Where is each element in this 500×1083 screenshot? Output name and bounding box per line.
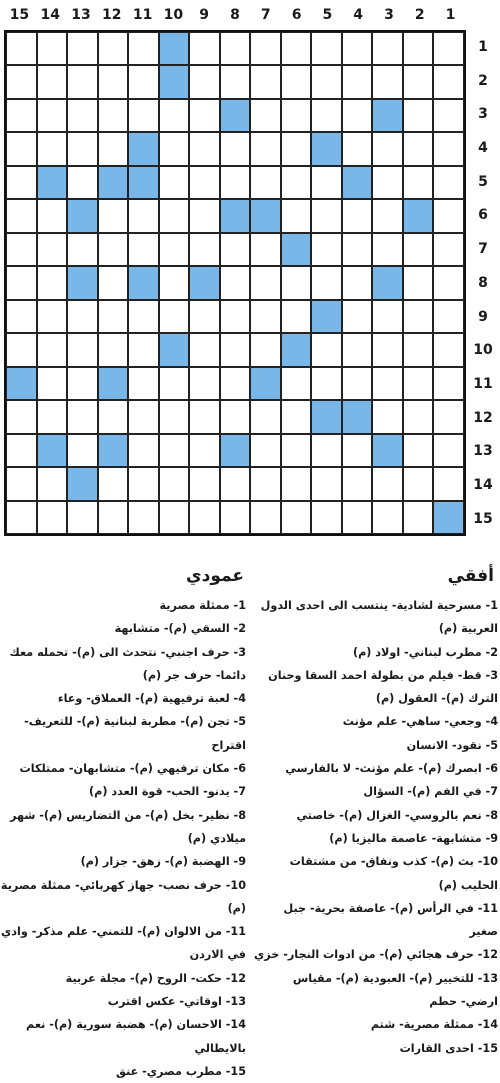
letter-cell[interactable] (6, 333, 37, 366)
letter-cell[interactable] (189, 132, 220, 165)
letter-cell[interactable] (342, 32, 373, 65)
letter-cell[interactable] (372, 467, 403, 500)
letter-cell[interactable] (37, 400, 68, 433)
letter-cell[interactable] (189, 166, 220, 199)
letter-cell[interactable] (128, 32, 159, 65)
column-number: 14 (40, 7, 60, 23)
down-clues (0, 562, 246, 1083)
letter-cell[interactable] (311, 233, 342, 266)
letter-cell[interactable] (433, 233, 464, 266)
letter-cell[interactable] (281, 132, 312, 165)
letter-cell[interactable] (403, 333, 434, 366)
letter-cell[interactable] (342, 467, 373, 500)
letter-cell[interactable] (220, 65, 251, 98)
letter-cell[interactable] (342, 333, 373, 366)
letter-cell[interactable] (6, 233, 37, 266)
letter-cell[interactable] (281, 32, 312, 65)
letter-cell[interactable] (6, 166, 37, 199)
letter-cell[interactable] (159, 501, 190, 534)
blocked-cell (433, 501, 464, 534)
letter-cell[interactable] (220, 300, 251, 333)
letter-cell[interactable] (250, 132, 281, 165)
blocked-cell (372, 266, 403, 299)
letter-cell[interactable] (128, 99, 159, 132)
letter-cell[interactable] (403, 99, 434, 132)
letter-cell[interactable] (37, 300, 68, 333)
letter-cell[interactable] (220, 400, 251, 433)
letter-cell[interactable] (189, 199, 220, 232)
letter-cell[interactable] (67, 333, 98, 366)
down-title: عمودي (186, 566, 244, 586)
letter-cell[interactable] (250, 32, 281, 65)
letter-cell[interactable] (311, 99, 342, 132)
letter-cell[interactable] (220, 501, 251, 534)
letter-cell[interactable] (67, 367, 98, 400)
row-number: 6 (478, 207, 488, 224)
letter-cell[interactable] (342, 434, 373, 467)
letter-cell[interactable] (67, 233, 98, 266)
letter-cell[interactable] (67, 132, 98, 165)
blocked-cell (159, 65, 190, 98)
row-number: 13 (473, 443, 493, 460)
blocked-cell (372, 434, 403, 467)
letter-cell[interactable] (342, 367, 373, 400)
letter-cell[interactable] (189, 400, 220, 433)
letter-cell[interactable] (6, 300, 37, 333)
letter-cell[interactable] (342, 300, 373, 333)
letter-cell[interactable] (281, 501, 312, 534)
blocked-cell (159, 32, 190, 65)
letter-cell[interactable] (281, 467, 312, 500)
letter-cell[interactable] (342, 266, 373, 299)
across-clue: 13- للتخيير (م)- العبودية (م)- مقياس ارضي- حطم (292, 971, 498, 1009)
blocked-cell (220, 199, 251, 232)
row-number: 7 (478, 241, 488, 258)
blocked-cell (281, 233, 312, 266)
letter-cell[interactable] (6, 467, 37, 500)
letter-cell[interactable] (98, 132, 129, 165)
letter-cell[interactable] (128, 400, 159, 433)
letter-cell[interactable] (342, 501, 373, 534)
letter-cell[interactable] (37, 32, 68, 65)
letter-cell[interactable] (37, 367, 68, 400)
row-number: 4 (478, 140, 488, 157)
letter-cell[interactable] (220, 233, 251, 266)
letter-cell[interactable] (6, 400, 37, 433)
across-clue-list (252, 594, 498, 1060)
letter-cell[interactable] (403, 166, 434, 199)
letter-cell[interactable] (342, 199, 373, 232)
letter-cell[interactable] (281, 266, 312, 299)
letter-cell[interactable] (189, 32, 220, 65)
down-clue: 1- ممثلة مصرية (159, 599, 246, 612)
letter-cell[interactable] (433, 266, 464, 299)
blocked-cell (372, 99, 403, 132)
letter-cell[interactable] (6, 99, 37, 132)
letter-cell[interactable] (250, 233, 281, 266)
across-clue: 5- نقود- الانسان (406, 738, 498, 752)
letter-cell[interactable] (128, 233, 159, 266)
across-clue: 14- ممثلة مصرية- شتم (370, 1018, 498, 1032)
column-number: 3 (384, 7, 394, 23)
blocked-cell (37, 434, 68, 467)
letter-cell[interactable] (220, 266, 251, 299)
letter-cell[interactable] (67, 166, 98, 199)
letter-cell[interactable] (220, 32, 251, 65)
letter-cell[interactable] (372, 300, 403, 333)
across-clue: 4- وجعي- ساهي- علم مؤنث (342, 715, 498, 729)
letter-cell[interactable] (342, 132, 373, 165)
row-number: 10 (473, 342, 493, 359)
across-clues (252, 562, 498, 1060)
letter-cell[interactable] (128, 333, 159, 366)
blocked-cell (220, 434, 251, 467)
letter-cell[interactable] (311, 501, 342, 534)
down-clue: 12- حكت- الروح (م)- مجلة عربية (65, 971, 246, 985)
letter-cell[interactable] (403, 266, 434, 299)
letter-cell[interactable] (67, 400, 98, 433)
letter-cell[interactable] (159, 233, 190, 266)
letter-cell[interactable] (311, 467, 342, 500)
blocked-cell (128, 166, 159, 199)
letter-cell[interactable] (159, 266, 190, 299)
across-clue: 10- بث (م)- كذب ونفاق- من مشتقات الحليب (م) (289, 855, 498, 892)
letter-cell[interactable] (159, 199, 190, 232)
blocked-cell (220, 99, 251, 132)
column-number: 7 (260, 7, 271, 23)
letter-cell[interactable] (189, 233, 220, 266)
across-title: أفقي (447, 566, 494, 586)
letter-cell[interactable] (403, 65, 434, 98)
letter-cell[interactable] (311, 166, 342, 199)
down-clue: 2- السقي (م)- متشابهة (114, 622, 246, 636)
column-number: 15 (9, 7, 30, 23)
down-clue: 5- تجن (م)- مطربة لبنانية (م)- للتعريف- اقتراح (24, 715, 246, 752)
letter-cell[interactable] (372, 333, 403, 366)
column-number: 2 (414, 7, 425, 23)
letter-cell[interactable] (37, 99, 68, 132)
letter-cell[interactable] (159, 467, 190, 500)
letter-cell[interactable] (433, 434, 464, 467)
letter-cell[interactable] (220, 467, 251, 500)
letter-cell[interactable] (342, 233, 373, 266)
letter-cell[interactable] (37, 132, 68, 165)
letter-cell[interactable] (372, 367, 403, 400)
crossword-grid (4, 30, 466, 536)
row-number: 11 (473, 376, 493, 393)
letter-cell[interactable] (281, 434, 312, 467)
letter-cell[interactable] (159, 166, 190, 199)
letter-cell[interactable] (189, 501, 220, 534)
column-number: 13 (71, 7, 91, 23)
blocked-cell (98, 166, 129, 199)
column-number: 1 (445, 7, 456, 23)
letter-cell[interactable] (159, 367, 190, 400)
letter-cell[interactable] (189, 300, 220, 333)
letter-cell[interactable] (311, 333, 342, 366)
letter-cell[interactable] (403, 501, 434, 534)
row-number: 2 (478, 72, 488, 89)
row-numbers (466, 30, 500, 536)
letter-cell[interactable] (433, 400, 464, 433)
blocked-cell (6, 367, 37, 400)
crossword-grid-container (4, 30, 466, 536)
letter-cell[interactable] (128, 501, 159, 534)
letter-cell[interactable] (403, 467, 434, 500)
down-clue-list (0, 594, 246, 1083)
letter-cell[interactable] (372, 400, 403, 433)
blocked-cell (311, 132, 342, 165)
blocked-cell (250, 199, 281, 232)
letter-cell[interactable] (372, 32, 403, 65)
letter-cell[interactable] (159, 400, 190, 433)
letter-cell[interactable] (159, 434, 190, 467)
letter-cell[interactable] (311, 266, 342, 299)
letter-cell[interactable] (250, 65, 281, 98)
letter-cell[interactable] (433, 65, 464, 98)
across-clue: 3- قط- فيلم من بطولة احمد السقا وحنان الترك (م)- العقول (م) (268, 668, 498, 706)
letter-cell[interactable] (67, 300, 98, 333)
down-clue: 7- يدنو- الحب- قوة العدد (م) (89, 785, 246, 799)
letter-cell[interactable] (37, 233, 68, 266)
letter-cell[interactable] (433, 367, 464, 400)
letter-cell[interactable] (37, 501, 68, 534)
letter-cell[interactable] (403, 400, 434, 433)
letter-cell[interactable] (159, 300, 190, 333)
letter-cell[interactable] (98, 266, 129, 299)
row-number: 15 (473, 510, 493, 527)
letter-cell[interactable] (67, 434, 98, 467)
letter-cell[interactable] (403, 132, 434, 165)
letter-cell[interactable] (281, 65, 312, 98)
letter-cell[interactable] (281, 400, 312, 433)
letter-cell[interactable] (250, 467, 281, 500)
letter-cell[interactable] (250, 434, 281, 467)
letter-cell[interactable] (311, 65, 342, 98)
letter-cell[interactable] (403, 434, 434, 467)
down-clue: 9- الهضبة (م)- زهق- جزار (م) (80, 855, 246, 869)
letter-cell[interactable] (250, 400, 281, 433)
letter-cell[interactable] (189, 99, 220, 132)
column-number: 5 (322, 7, 333, 23)
letter-cell[interactable] (189, 333, 220, 366)
letter-cell[interactable] (372, 65, 403, 98)
blocked-cell (281, 333, 312, 366)
down-clue: 14- الاحسان (م)- هضبة سورية (م)- نعم بالايطالي (26, 1018, 246, 1055)
letter-cell[interactable] (67, 501, 98, 534)
letter-cell[interactable] (433, 32, 464, 65)
down-clue: 10- حرف نصب- جهاز كهربائي- ممثلة مصرية (م) (0, 878, 246, 915)
letter-cell[interactable] (189, 434, 220, 467)
letter-cell[interactable] (372, 166, 403, 199)
letter-cell[interactable] (98, 233, 129, 266)
letter-cell[interactable] (67, 65, 98, 98)
blocked-cell (67, 467, 98, 500)
row-number: 14 (473, 477, 493, 494)
letter-cell[interactable] (433, 300, 464, 333)
down-clue: 11- من الالوان (م)- للتمني- علم مذكر- وادي في الاردن (1, 925, 246, 962)
letter-cell[interactable] (159, 99, 190, 132)
down-clue: 3- حرف اجنبي- نتحدث الى (م)- تحمله معك دائما- حرف جر (م) (9, 645, 246, 682)
across-clue: 9- متشابهة- عاصمة ماليزيا (م) (329, 831, 498, 845)
letter-cell[interactable] (98, 65, 129, 98)
row-number: 5 (478, 173, 488, 190)
letter-cell[interactable] (159, 132, 190, 165)
row-number: 8 (478, 274, 488, 291)
blocked-cell (342, 166, 373, 199)
letter-cell[interactable] (37, 65, 68, 98)
letter-cell[interactable] (98, 99, 129, 132)
across-clue: 8- نعم بالروسي- الغزال (م)- خاصتي (296, 808, 498, 822)
letter-cell[interactable] (128, 434, 159, 467)
letter-cell[interactable] (128, 65, 159, 98)
blocked-cell (67, 266, 98, 299)
letter-cell[interactable] (189, 65, 220, 98)
column-number: 9 (199, 7, 210, 23)
letter-cell[interactable] (6, 65, 37, 98)
blocked-cell (128, 132, 159, 165)
across-clue: 6- ابصرك (م)- علم مؤنث- لا بالفارسي (285, 762, 498, 776)
letter-cell[interactable] (6, 199, 37, 232)
letter-cell[interactable] (6, 501, 37, 534)
column-number: 8 (230, 7, 240, 23)
down-clue: 13- اوقاتي- عكس اقترب (107, 995, 246, 1009)
down-clue: 15- مطرب مصري- عنق (115, 1064, 246, 1078)
letter-cell[interactable] (128, 367, 159, 400)
letter-cell[interactable] (433, 199, 464, 232)
letter-cell[interactable] (281, 199, 312, 232)
letter-cell[interactable] (433, 166, 464, 199)
letter-cell[interactable] (250, 501, 281, 534)
letter-cell[interactable] (189, 467, 220, 500)
letter-cell[interactable] (281, 300, 312, 333)
letter-cell[interactable] (250, 300, 281, 333)
letter-cell[interactable] (128, 300, 159, 333)
letter-cell[interactable] (67, 32, 98, 65)
letter-cell[interactable] (372, 233, 403, 266)
column-number: 6 (291, 7, 302, 23)
letter-cell[interactable] (250, 333, 281, 366)
row-number: 9 (478, 308, 488, 325)
letter-cell[interactable] (220, 367, 251, 400)
letter-cell[interactable] (342, 65, 373, 98)
letter-cell[interactable] (281, 99, 312, 132)
blocked-cell (189, 266, 220, 299)
letter-cell[interactable] (6, 266, 37, 299)
blocked-cell (128, 266, 159, 299)
letter-cell[interactable] (37, 467, 68, 500)
letter-cell[interactable] (220, 166, 251, 199)
letter-cell[interactable] (220, 333, 251, 366)
letter-cell[interactable] (433, 99, 464, 132)
blocked-cell (403, 199, 434, 232)
letter-cell[interactable] (403, 367, 434, 400)
letter-cell[interactable] (98, 400, 129, 433)
letter-cell[interactable] (37, 266, 68, 299)
down-clue: 4- لعبة ترفيهية (م)- العملاق- وعاء (57, 692, 246, 706)
letter-cell[interactable] (98, 32, 129, 65)
letter-cell[interactable] (433, 467, 464, 500)
across-clue: 2- مطرب لبناني- اولاد (م) (352, 645, 498, 659)
letter-cell[interactable] (250, 166, 281, 199)
letter-cell[interactable] (37, 333, 68, 366)
down-clue: 6- مكان ترفيهي (م)- متشابهان- ممتلكات (19, 762, 246, 776)
letter-cell[interactable] (250, 99, 281, 132)
row-number: 1 (478, 38, 488, 55)
letter-cell[interactable] (128, 199, 159, 232)
letter-cell[interactable] (67, 99, 98, 132)
blocked-cell (67, 199, 98, 232)
across-clue: 12- حرف هجائي (م)- من ادوات النجار- خزي (254, 948, 498, 962)
letter-cell[interactable] (189, 367, 220, 400)
column-number: 12 (102, 7, 122, 23)
blocked-cell (342, 400, 373, 433)
letter-cell[interactable] (98, 333, 129, 366)
across-clue: 15- احدى القارات (399, 1041, 498, 1055)
blocked-cell (250, 367, 281, 400)
letter-cell[interactable] (372, 501, 403, 534)
column-number: 4 (353, 7, 364, 23)
blocked-cell (37, 166, 68, 199)
column-number: 10 (163, 7, 184, 23)
row-number: 12 (473, 409, 493, 426)
letter-cell[interactable] (403, 233, 434, 266)
blocked-cell (98, 367, 129, 400)
letter-cell[interactable] (98, 501, 129, 534)
letter-cell[interactable] (433, 132, 464, 165)
letter-cell[interactable] (311, 32, 342, 65)
blocked-cell (311, 300, 342, 333)
letter-cell[interactable] (403, 300, 434, 333)
across-clue: 7- في الفم (م)- السؤال (363, 785, 498, 799)
blocked-cell (159, 333, 190, 366)
letter-cell[interactable] (372, 199, 403, 232)
letter-cell[interactable] (250, 266, 281, 299)
letter-cell[interactable] (281, 367, 312, 400)
letter-cell[interactable] (98, 467, 129, 500)
letter-cell[interactable] (98, 300, 129, 333)
letter-cell[interactable] (281, 166, 312, 199)
down-clue: 8- نظير- بخل (م)- من التضاريس (م)- شهر ميلادي (م) (10, 808, 246, 845)
column-number: 11 (132, 7, 153, 23)
blocked-cell (98, 434, 129, 467)
column-numbers (4, 0, 466, 30)
letter-cell[interactable] (403, 32, 434, 65)
letter-cell[interactable] (372, 132, 403, 165)
letter-cell[interactable] (342, 99, 373, 132)
letter-cell[interactable] (6, 434, 37, 467)
letter-cell[interactable] (128, 467, 159, 500)
letter-cell[interactable] (311, 434, 342, 467)
letter-cell[interactable] (433, 333, 464, 366)
across-clue: 1- مسرحية لشادية- ينتسب الى احدى الدول العربية (م) (260, 599, 498, 636)
letter-cell[interactable] (6, 32, 37, 65)
letter-cell[interactable] (311, 199, 342, 232)
letter-cell[interactable] (6, 132, 37, 165)
row-number: 3 (478, 106, 488, 123)
across-clue: 11- في الرأس (م)- عاصفة بحرية- جبل صغير (283, 901, 498, 939)
letter-cell[interactable] (220, 132, 251, 165)
blocked-cell (311, 400, 342, 433)
letter-cell[interactable] (98, 199, 129, 232)
letter-cell[interactable] (311, 367, 342, 400)
letter-cell[interactable] (37, 199, 68, 232)
